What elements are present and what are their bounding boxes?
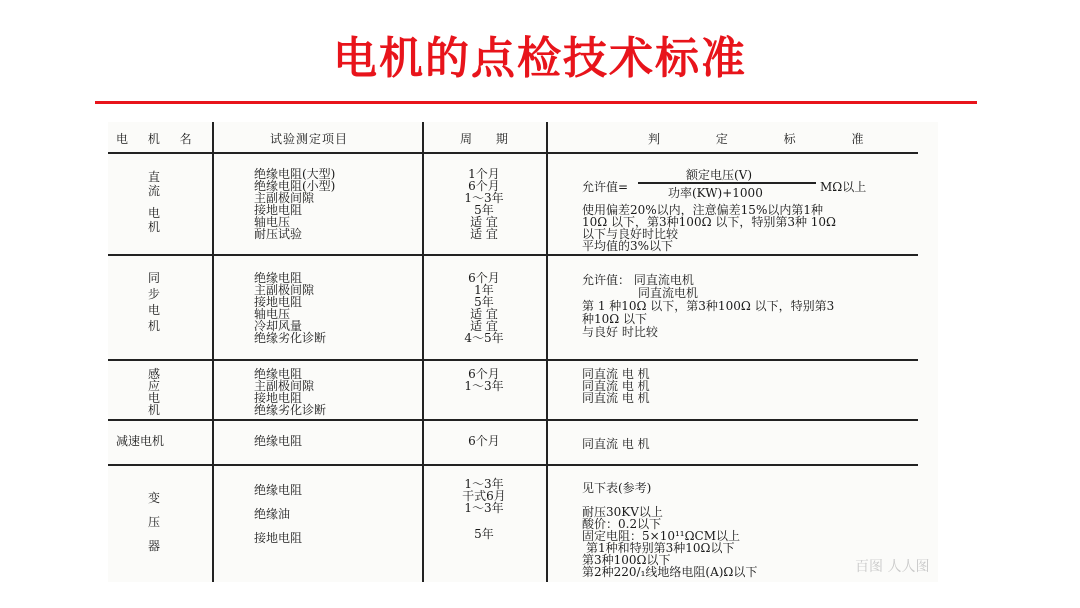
motor-name-reducer: 减速电机 bbox=[116, 434, 165, 448]
motor-name-char: 机 bbox=[148, 403, 161, 417]
formula-unit: MΩ以上 bbox=[820, 180, 867, 194]
motor-name-char: 感 bbox=[148, 367, 161, 381]
watermark: 百图 人人图 bbox=[855, 559, 930, 575]
test-item: 绝缘电阻 bbox=[254, 367, 303, 381]
period: 适 宜 bbox=[470, 319, 498, 333]
header-divider bbox=[108, 152, 918, 154]
test-item: 耐压试验 bbox=[254, 227, 303, 241]
motor-name-sync bbox=[148, 270, 160, 334]
column-divider bbox=[422, 122, 424, 582]
induction-criteria bbox=[582, 368, 650, 404]
period: 1～3年 bbox=[464, 191, 504, 205]
dc-criteria bbox=[582, 204, 836, 252]
criterion-line: 同直流 电 机 bbox=[582, 367, 650, 381]
criterion-line: 平均值的3%以下 bbox=[582, 239, 674, 253]
test-item: 接地电阻 bbox=[254, 203, 303, 217]
test-item: 绝缘电阻 bbox=[254, 434, 303, 448]
period: 适 宜 bbox=[470, 215, 498, 229]
criterion-line: 耐压30KV以上 bbox=[582, 505, 663, 519]
motor-name-char: 流 bbox=[148, 184, 161, 198]
test-item: 绝缘劣化诊断 bbox=[254, 331, 327, 345]
motor-name-char: 压 bbox=[148, 515, 161, 529]
sync-periods bbox=[454, 272, 514, 344]
inspection-standard-table bbox=[108, 122, 938, 582]
criterion-line: 与良好 时比较 bbox=[582, 325, 658, 339]
period: 1～3年 bbox=[464, 379, 504, 393]
motor-name-char: 应 bbox=[148, 379, 161, 393]
criterion-line: 同直流 电 机 bbox=[582, 379, 650, 393]
period: 4～5年 bbox=[464, 331, 504, 345]
period: 干式6月 bbox=[462, 489, 506, 503]
test-item: 主副极间隙 bbox=[254, 283, 315, 297]
criterion-line: 使用偏差20%以内，注意偏差15%以内第1种 bbox=[582, 203, 823, 217]
dc-periods bbox=[454, 168, 514, 240]
criterion-line: 允许值： 同直流电机 bbox=[582, 273, 694, 287]
column-divider bbox=[212, 122, 214, 582]
criterion-line: 固定电阻：5×10¹¹ΩCM以上 bbox=[582, 529, 740, 543]
transformer-criteria bbox=[582, 482, 757, 578]
header-period: 周 期 bbox=[460, 132, 518, 146]
motor-name-dc bbox=[148, 170, 160, 234]
period: 适 宜 bbox=[470, 307, 498, 321]
motor-name-char: 变 bbox=[148, 491, 161, 505]
test-item: 接地电阻 bbox=[254, 391, 303, 405]
motor-name-char bbox=[148, 198, 160, 206]
motor-name-induction bbox=[148, 368, 160, 416]
row-divider bbox=[108, 464, 918, 466]
criterion-line: 同直流电机 bbox=[638, 286, 699, 300]
period: 1个月 bbox=[468, 167, 500, 181]
period: 6个月 bbox=[468, 367, 500, 381]
period: 6个月 bbox=[468, 434, 500, 448]
criterion-line: 同直流 电 机 bbox=[582, 391, 650, 405]
motor-name-char: 电 bbox=[148, 206, 161, 220]
test-item: 绝缘电阻 bbox=[254, 271, 303, 285]
induction-test-items bbox=[254, 368, 326, 416]
criterion-line: 酸价：0.2以下 bbox=[582, 517, 662, 531]
criterion-line: 同直流 电 机 bbox=[582, 437, 650, 451]
test-item: 主副极间隙 bbox=[254, 379, 315, 393]
transformer-periods bbox=[454, 478, 514, 540]
test-item: 绝缘电阻(大型) bbox=[254, 167, 336, 181]
test-item: 绝缘电阻(小型) bbox=[254, 179, 336, 193]
motor-name-char: 器 bbox=[148, 539, 161, 553]
induction-periods bbox=[454, 368, 514, 392]
row-divider bbox=[108, 419, 918, 421]
motor-name-char: 电 bbox=[148, 303, 161, 317]
motor-name-char: 同 bbox=[148, 271, 161, 285]
period: 5年 bbox=[474, 203, 494, 217]
motor-name-char: 机 bbox=[148, 319, 161, 333]
criterion-line: 第 1 种10Ω 以下，第3种100Ω 以下，特别第3 bbox=[582, 299, 835, 313]
test-item: 接地电阻 bbox=[254, 531, 303, 545]
test-item: 绝缘劣化诊断 bbox=[254, 403, 327, 417]
motor-name-char: 步 bbox=[148, 287, 161, 301]
sync-criteria bbox=[582, 274, 834, 339]
header-test-item: 试验测定项目 bbox=[270, 132, 349, 146]
slide-title: 电机的点检技术标准 bbox=[333, 33, 747, 84]
motor-name-char: 直 bbox=[148, 170, 161, 184]
column-divider bbox=[546, 122, 548, 582]
motor-name-char: 电 bbox=[148, 391, 161, 405]
transformer-test-items bbox=[254, 478, 302, 550]
header-motor-name: 电 机 名 bbox=[116, 132, 200, 146]
period: 1～3年 bbox=[464, 501, 504, 515]
criterion-line: 第1种和特别第3种10Ω以下 bbox=[586, 541, 735, 555]
header-criterion: 判 定 标 准 bbox=[648, 132, 890, 146]
test-item: 冷却风量 bbox=[254, 319, 303, 333]
period: 6个月 bbox=[468, 179, 500, 193]
test-item: 轴电压 bbox=[254, 215, 291, 229]
period: 适 宜 bbox=[470, 227, 498, 241]
test-item: 轴电压 bbox=[254, 307, 291, 321]
criterion-line: 见下表(参考) bbox=[582, 481, 652, 495]
row-divider bbox=[108, 254, 918, 256]
test-item: 绝缘油 bbox=[254, 507, 291, 521]
period: 5年 bbox=[474, 527, 494, 541]
criterion-line: 第2种220/₁线地络电阻(A)Ω以下 bbox=[582, 565, 758, 579]
criterion-line: 以下与良好时比较 bbox=[582, 227, 679, 241]
allow-value-label: 允许值= bbox=[582, 180, 629, 194]
period: 1～3年 bbox=[464, 477, 504, 491]
test-item: 绝缘电阻 bbox=[254, 483, 303, 497]
criterion-line: 10Ω 以下，第3种100Ω 以下，特别第3种 10Ω bbox=[582, 215, 837, 229]
period: 1年 bbox=[474, 283, 494, 297]
period: 5年 bbox=[474, 295, 494, 309]
formula-denominator: 功率(KW)+1000 bbox=[668, 186, 763, 200]
sync-test-items bbox=[254, 272, 326, 344]
criterion-line: 种10Ω 以下 bbox=[582, 312, 648, 326]
test-item: 主副极间隙 bbox=[254, 191, 315, 205]
formula-numerator: 额定电压(V) bbox=[686, 168, 753, 182]
test-item: 接地电阻 bbox=[254, 295, 303, 309]
motor-name-char: 机 bbox=[148, 220, 161, 234]
period: 6个月 bbox=[468, 271, 500, 285]
motor-name-transformer bbox=[148, 486, 160, 558]
criterion-line: 第3种100Ω以下 bbox=[582, 553, 671, 567]
row-divider bbox=[108, 359, 918, 361]
dc-test-items bbox=[254, 168, 335, 240]
title-divider bbox=[95, 101, 977, 104]
